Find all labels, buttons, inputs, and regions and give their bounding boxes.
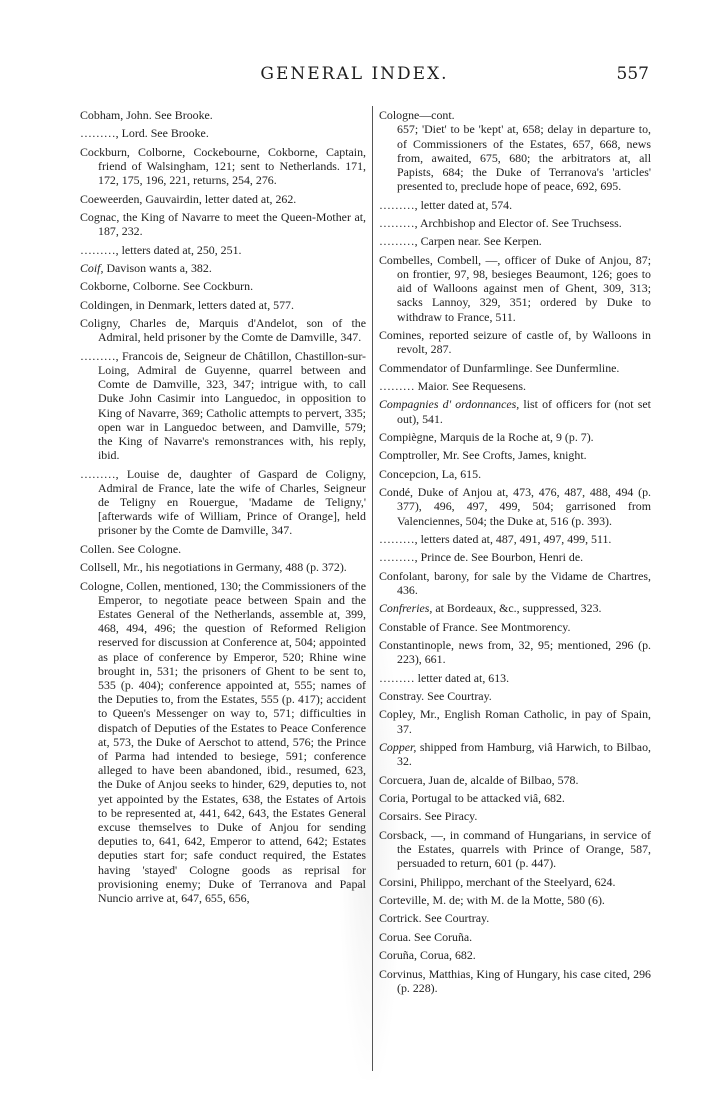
index-entry-text: See Courtray. xyxy=(424,689,492,704)
index-entry xyxy=(379,930,651,944)
index-entry-heading: Constray. xyxy=(379,689,425,704)
index-entry xyxy=(379,467,651,481)
index-entry-text: Portugal to be attacked viâ, 682. xyxy=(408,791,565,806)
index-entry xyxy=(379,620,651,634)
index-entry-heading: ………, xyxy=(379,531,418,546)
index-entry-text: See Piracy. xyxy=(421,809,478,824)
index-entry xyxy=(379,253,651,324)
index-entry-heading: Coldingen, xyxy=(80,297,133,312)
index-entry-text: Marquis d'Andelot, son of the Admiral, held prisoner by the Comte de Damville, 347. xyxy=(98,316,366,345)
index-entry-text: See Cologne. xyxy=(114,541,182,556)
index-entry xyxy=(80,145,366,188)
index-entry-heading: Condé, xyxy=(379,485,414,500)
index-entry xyxy=(379,601,651,615)
index-entry-text: in command of Hungarians, in service of the Estates, quarrels with Prince of Orange, 587, persuaded to return, 601 (p. 447). xyxy=(397,827,652,871)
index-entry-heading: Concepcion, La, xyxy=(379,466,458,481)
index-entry-heading: Cobham, John. xyxy=(80,108,152,122)
index-entry-heading: Comptroller, Mr. xyxy=(379,448,460,463)
index-entry-text: See Brooke. xyxy=(147,126,209,141)
column-divider xyxy=(372,106,373,1071)
index-entry xyxy=(379,809,651,823)
index-entry xyxy=(80,192,366,206)
index-entry xyxy=(379,216,651,230)
index-entry-heading: Confreries, xyxy=(379,601,433,616)
index-entry xyxy=(379,430,651,444)
index-entry-text: in Denmark, letters dated at, 577. xyxy=(132,297,294,312)
index-entry xyxy=(379,361,651,375)
index-entry xyxy=(379,448,651,462)
index-entry-heading: Commendator of Dunfarmlinge. xyxy=(379,360,533,375)
index-entry xyxy=(379,569,651,597)
index-entry xyxy=(80,349,366,463)
index-entry-heading: Cologne—cont. xyxy=(379,108,455,122)
index-entry-text: See Crofts, James, knight. xyxy=(459,448,587,463)
index-entry-heading: ………, Francois de, xyxy=(80,348,181,363)
index-entry-text: 615. xyxy=(457,466,482,481)
index-entry xyxy=(80,579,366,906)
index-entry xyxy=(80,126,366,140)
index-entry-heading: ………, Archbishop and Elector of. xyxy=(379,215,549,230)
page-number: 557 xyxy=(616,64,649,84)
index-entry-text: officer of Duke of Anjou, 87; on frontier, 97, 98, besieges Beaumont, 126; goes to aid of Walloons against men of Ghent, 309, 313; sacks Lannoy, 329, 351; ordered by Duke to withdraw to France, 511. xyxy=(397,252,651,324)
index-entry xyxy=(379,379,651,393)
index-column-left xyxy=(80,108,366,909)
index-entry xyxy=(379,485,651,528)
index-entry-text: letters dated at, 250, 251. xyxy=(118,242,242,257)
index-entry xyxy=(379,875,651,889)
index-entry xyxy=(379,532,651,546)
index-entry-text: his negotiations in Germany, 488 (p. 372). xyxy=(142,560,347,575)
page-header xyxy=(0,62,709,92)
index-entry xyxy=(379,328,651,356)
index-entry-heading: Copley, Mr., xyxy=(379,707,440,722)
index-entry-text: at Bordeaux, &c., suppressed, 323. xyxy=(432,601,602,616)
index-entry-heading: Corteville, M. de; xyxy=(379,892,464,907)
index-entry xyxy=(80,560,366,574)
index-entry-heading: Collen. xyxy=(80,541,115,556)
index-entry-heading: Coeweerden, Gauvairdin, xyxy=(80,191,202,206)
index-entry-heading: Compagnies d' ordonnances, xyxy=(379,397,520,412)
index-entry xyxy=(80,108,366,122)
index-entry xyxy=(80,467,366,538)
index-entry-heading: ………, Louise de, xyxy=(80,466,182,481)
index-entry-text: See Kerpen. xyxy=(480,234,542,249)
index-column-right xyxy=(379,108,651,999)
index-entry-text: Seigneur de Châtillon, Chastillon-sur-Loing, Admiral de Guyenne, quarrel between and Comte de Damville, 323, 347; intrigue with, to call Duke John Casimir into Languedoc, in opposition to King of Navarre, 369; Catholic attempts to pervert, 335; open war in Languedoc between, and Damville, 579; the King of Navarre's remonstrances with, his reply, ibid. xyxy=(98,348,366,463)
index-entry-heading: Coif, xyxy=(80,260,104,275)
index-entry-text: list of officers for (not set out), 541. xyxy=(397,397,651,426)
index-entry xyxy=(379,967,651,995)
index-entry-text: letter dated at, 613. xyxy=(414,670,510,685)
index-entry-heading: Corua. xyxy=(379,929,412,944)
index-entry-text: merchant of the Steelyard, 624. xyxy=(463,874,616,889)
index-entry-heading: ………, xyxy=(379,197,418,212)
index-entry xyxy=(379,911,651,925)
index-entry xyxy=(379,397,651,425)
index-entry-text: shipped from Hamburg, viâ Harwich, to Bilbao, 32. xyxy=(397,740,651,769)
index-entry-text: the King of Navarre to meet the Queen-Mother at, 187, 232. xyxy=(98,209,366,239)
index-entry xyxy=(379,707,651,735)
index-entry xyxy=(379,893,651,907)
index-entry-heading: Comines, xyxy=(379,327,425,342)
index-entry xyxy=(379,689,651,703)
index-entry-heading: Cortrick. xyxy=(379,911,422,926)
index-entry xyxy=(379,948,651,962)
index-entry xyxy=(80,279,366,293)
index-entry-text: reported seizure of castle of, by Walloons in revolt, 287. xyxy=(397,327,651,357)
index-entry xyxy=(379,638,651,666)
index-entry xyxy=(80,542,366,556)
page-title: GENERAL INDEX. xyxy=(260,64,449,84)
index-entry xyxy=(80,243,366,257)
index-entry xyxy=(379,108,651,122)
index-entry xyxy=(80,298,366,312)
index-entry-text: English Roman Catholic, in pay of Spain, 37. xyxy=(397,707,651,736)
index-entry-text: 657; 'Diet' to be 'kept' at, 658; delay in departure to, of Commissioners of the Estates, 657, 668, news from, awaited, 675, 680; the arbitrators at, all Papists, 684; the Duke of Terranova's 'articles' presented to, preclude hope of peace, 692, 695. xyxy=(397,122,651,194)
index-entry-text: See Truchsess. xyxy=(548,215,622,230)
index-entry-text: Duke of Anjou at, 473, 476, 487, 488, 494 (p. 377), 496, 497, 499, 504; garrisoned from Valenciennes, 504; the Duke at, 516 (p. 393). xyxy=(397,485,651,528)
index-entry xyxy=(379,828,651,871)
index-entry-heading: Corsini, Philippo, xyxy=(379,874,464,889)
index-entry-text: See Requesens. xyxy=(449,378,526,393)
index-entry-text: Davison wants a, 382. xyxy=(103,260,212,275)
index-entry xyxy=(80,210,366,238)
index-entry xyxy=(379,234,651,248)
index-entry xyxy=(80,261,366,275)
index-entry-text: See Montmorency. xyxy=(477,619,571,634)
index-entry-heading: ……… xyxy=(379,670,415,685)
index-entry-heading: Compiègne, xyxy=(379,429,437,444)
index-entry-text: with M. de la Motte, 580 (6). xyxy=(463,892,605,907)
index-entry-heading: ………, Lord. xyxy=(80,126,148,141)
index-entry-heading: Cokborne, Colborne. xyxy=(80,279,181,294)
index-entry xyxy=(379,198,651,212)
index-entry-text: Marquis de la Roche at, 9 (p. 7). xyxy=(436,429,594,444)
index-entry-heading: Corsairs. xyxy=(379,809,422,824)
index-entry xyxy=(379,791,651,805)
index-entry-text: mentioned, 130; the Commissioners of the Emperor, to negotiate peace between Spain and the Estates General of the Netherlands, assemble at, 399, 468, 494, 496; the question of Reformed Religion reserved for discussion at Conference at, 504; appointed as place of conference by Emperor, 520; Rhine wine brought in, 531; the prisoners of Ghent to be sent to, 535 (p. 404); conference appointed at, 555; names of the Deputies to, from the Estates, 555 (p. 417); accident to Queen's Messenger on way to, 571; difficulties in dispatch of Deputies of the Estates to Peace Conference at, 573, the Duke of Aerschot to attend, 576; the Prince of Parma had intended to besiege, 591; conference alleged to have been abandoned, ibid., resumed, 623, the Duke of Anjou seeks to hinder, 629, deputies to, not yet appointed by the Estates, 638, the Estates of Artois to be represented at, 441, 642, 643, the Estates General excuse themselves to Duke of Anjou for sending deputies to, 641, 642, Emperor to attend, 642; Estates deputies start for; safe conduct required, the Estates having 'stayed' Cologne goods as reprisal for provisioning enemy; Duke of Terranova and Papal Nuncio arrive at, 647, 655, 656, xyxy=(98,578,367,905)
index-entry-text: alcalde of Bilbao, 578. xyxy=(467,772,579,787)
index-entry xyxy=(379,550,651,564)
index-entry-heading: Cologne, Collen, xyxy=(80,578,161,593)
index-entry-text: barony, for sale by the Vidame de Chartres, 436. xyxy=(397,568,651,597)
index-entry-heading: ………, xyxy=(80,242,119,257)
index-entry-heading: Cockburn, Colborne, Cockebourne, Cokborne, xyxy=(80,144,318,159)
index-entry-text: letters dated at, 487, 491, 497, 499, 511. xyxy=(417,531,612,546)
index-entry-text: news from, 32, 95; mentioned, 296 (p. 223), 661. xyxy=(397,638,651,667)
index-entry xyxy=(80,316,366,344)
index-entry-heading: Copper, xyxy=(379,740,417,755)
index-entry-text: King of Hungary, his case cited, 296 (p. 228). xyxy=(397,966,651,995)
index-entry-text: letter dated at, 574. xyxy=(417,197,513,212)
index-entry-text: See Cockburn. xyxy=(180,279,254,294)
index-entry-heading: Confolant, xyxy=(379,568,430,583)
index-entry-text: daughter of Gaspard de Coligny, Admiral de France, late the wife of Charles, Seigneur de Teligny en Rouergue, 'Madame de Teligny,' [afterwards wife of William, Prince of Orange], held prisoner by the Comte de Damville, 347. xyxy=(98,466,367,538)
index-entry-heading: Combelles, Combell, —, xyxy=(379,252,501,267)
index-entry-text: Corua, 682. xyxy=(416,948,476,963)
index-entry-heading: Coruña, xyxy=(379,948,417,963)
index-entry-text: letter dated at, 262. xyxy=(201,191,297,206)
index-entry-heading: Constantinople, xyxy=(379,638,454,653)
index-entry xyxy=(379,740,651,768)
index-entry-heading: Cognac, xyxy=(80,209,120,224)
index-entry-text: Captain, friend of Walsingham, 121; sent to Netherlands. 171, 172, 175, 196, 221, returns, 254, 276. xyxy=(98,144,366,188)
index-entry-heading: Coligny, Charles de, xyxy=(80,316,190,331)
index-entry xyxy=(379,122,651,193)
index-entry xyxy=(379,671,651,685)
index-entry-heading: ………, Prince de. xyxy=(379,550,469,565)
index-entry-heading: ………, Carpen near. xyxy=(379,234,481,249)
index-entry-text: See Dunfermline. xyxy=(532,360,620,375)
index-entry-text: See Coruña. xyxy=(411,929,473,944)
index-entry-text: See Bourbon, Henri de. xyxy=(468,550,584,565)
index-entry-heading: Corvinus, Matthias, xyxy=(379,966,474,981)
index-entry-heading: ……… Maior. xyxy=(379,378,450,393)
index-entry-heading: Corcuera, Juan de, xyxy=(379,772,468,787)
index-entry-heading: Collsell, Mr., xyxy=(80,560,143,575)
index-entry-heading: Constable of France. xyxy=(379,619,478,634)
index-entry-heading: Corsback, —, xyxy=(379,827,446,842)
index-entry-text: See Brooke. xyxy=(151,108,213,122)
index-entry-heading: Coria, xyxy=(379,791,409,806)
index-entry xyxy=(379,773,651,787)
index-entry-text: See Courtray. xyxy=(421,911,490,926)
